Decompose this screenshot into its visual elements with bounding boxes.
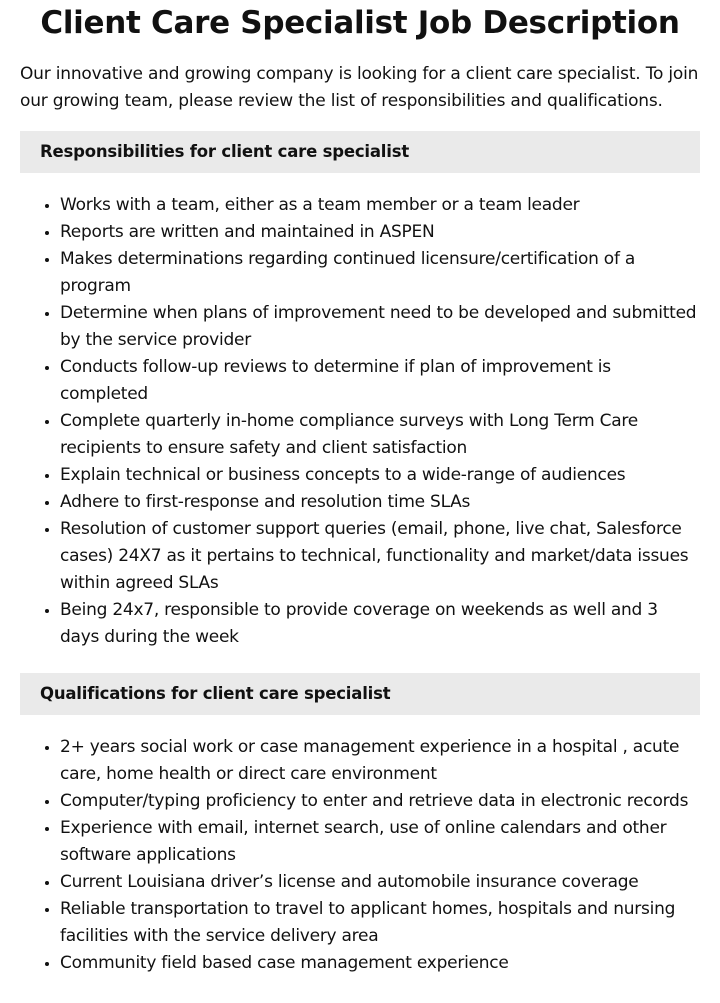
list-item: • Community field based case management experience bbox=[60, 950, 700, 977]
list-item: • Being 24x7, responsible to provide coverage on weekends as well and 3 days during the week bbox=[60, 597, 700, 651]
qualifications-list bbox=[20, 734, 700, 977]
list-item: • Experience with email, internet search, use of online calendars and other software applications bbox=[60, 815, 700, 869]
list-item: • Complete quarterly in-home compliance surveys with Long Term Care recipients to ensure safety and client satisfaction bbox=[60, 408, 700, 462]
list-item: • Explain technical or business concepts to a wide-range of audiences bbox=[60, 462, 700, 489]
list-item: • Makes determinations regarding continued licensure/certification of a program bbox=[60, 246, 700, 300]
list-item: • Current Louisiana driver’s license and automobile insurance coverage bbox=[60, 869, 700, 896]
qualifications-heading: Qualifications for client care specialist bbox=[20, 673, 700, 715]
list-item: • Reports are written and maintained in ASPEN bbox=[60, 219, 700, 246]
list-item: • Resolution of customer support queries (email, phone, live chat, Salesforce cases) 24X7 as it pertains to technical, functionality and market/data issues within agreed SLAs bbox=[60, 516, 700, 597]
intro-paragraph: Our innovative and growing company is looking for a client care specialist. To join our growing team, please review the list of responsibilities and qualifications. bbox=[20, 64, 699, 111]
list-item: • Reliable transportation to travel to applicant homes, hospitals and nursing facilities with the service delivery area bbox=[60, 896, 700, 950]
page-title: Client Care Specialist Job Description bbox=[40, 5, 680, 41]
responsibilities-list bbox=[20, 192, 700, 651]
list-item: • Computer/typing proficiency to enter and retrieve data in electronic records bbox=[60, 788, 700, 815]
list-item: • Adhere to first-response and resolution time SLAs bbox=[60, 489, 700, 516]
list-item: • Works with a team, either as a team member or a team leader bbox=[60, 192, 700, 219]
list-item: • 2+ years social work or case management experience in a hospital , acute care, home health or direct care environment bbox=[60, 734, 700, 788]
responsibilities-heading: Responsibilities for client care specialist bbox=[20, 131, 700, 173]
list-item: • Conducts follow-up reviews to determine if plan of improvement is completed bbox=[60, 354, 700, 408]
list-item: • Determine when plans of improvement need to be developed and submitted by the service provider bbox=[60, 300, 700, 354]
